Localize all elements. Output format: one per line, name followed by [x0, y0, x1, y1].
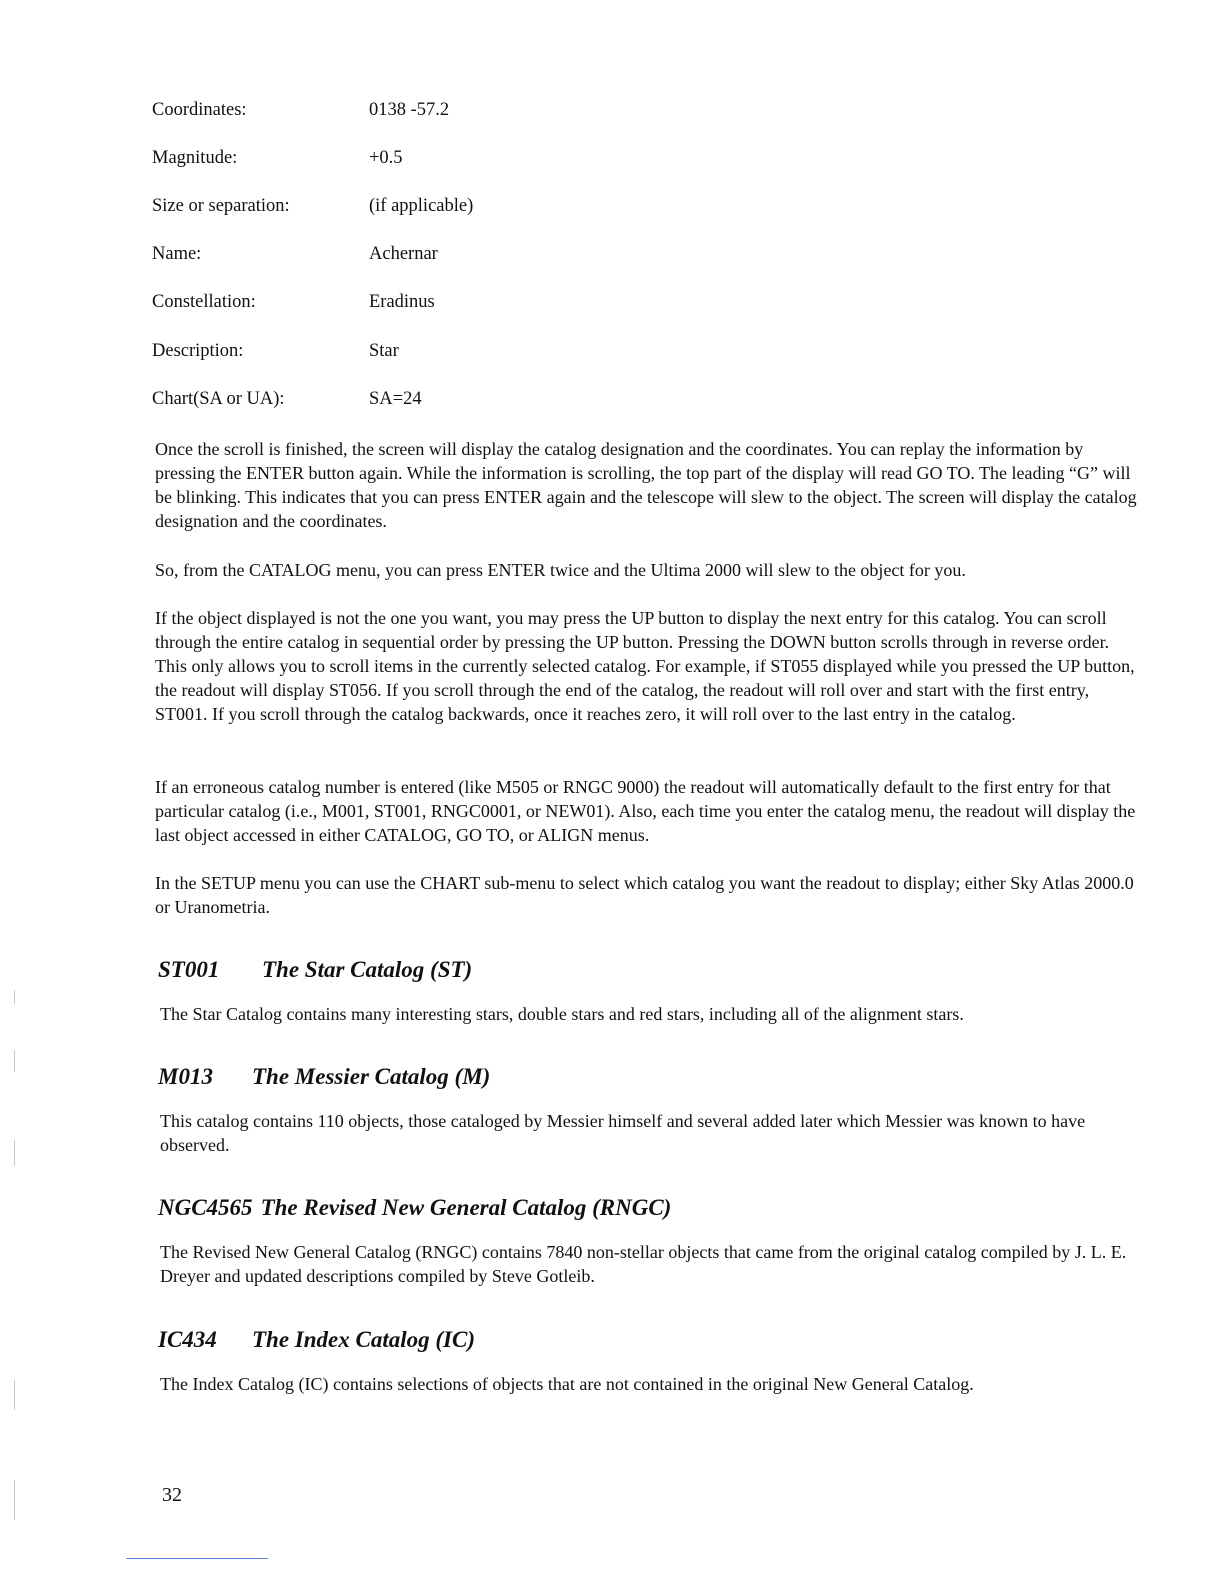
section-heading-index-catalog	[158, 1325, 475, 1355]
field-label: Description:	[152, 341, 244, 361]
section-heading-messier-catalog	[158, 1062, 490, 1092]
scan-artifact	[14, 1050, 15, 1072]
section-title: The Revised New General Catalog (RNGC)	[260, 1195, 672, 1220]
catalog-code: IC434	[158, 1327, 217, 1352]
section-heading-rngc	[158, 1193, 671, 1223]
section-title: The Messier Catalog (M)	[252, 1064, 491, 1089]
paragraph-setup-menu: In the SETUP menu you can use the CHART sub-menu to select which catalog you want the readout to display; either Sky Atlas 2000.0 or Uranometria.	[155, 873, 1134, 917]
footer-rule	[126, 1558, 268, 1559]
scan-artifact	[14, 1140, 15, 1166]
field-label: Chart(SA or UA):	[152, 389, 285, 409]
field-value: SA=24	[369, 389, 422, 409]
page-number: 32	[162, 1484, 182, 1506]
field-label: Coordinates:	[152, 100, 247, 120]
field-value: +0.5	[369, 148, 403, 168]
scan-artifact	[14, 1380, 15, 1410]
field-value: Star	[369, 341, 399, 361]
scan-artifact	[14, 1480, 15, 1520]
field-label: Magnitude:	[152, 148, 238, 168]
field-label: Name:	[152, 244, 202, 264]
field-value: Achernar	[369, 244, 438, 264]
catalog-code: NGC4565	[158, 1195, 253, 1220]
section-body-star-catalog: The Star Catalog contains many interesting stars, double stars and red stars, including all of the alignment stars.	[160, 1004, 964, 1024]
paragraph-erroneous-number: If an erroneous catalog number is entered (like M505 or RNGC 9000) the readout will automatically default to the first entry for that particular catalog (i.e., M001, ST001, RNGC0001, or NEW01). Also, each time you enter the catalog menu, the readout will display the last object accessed in either CATALOG, GO TO, or ALIGN menus.	[155, 777, 1136, 845]
section-body-messier-catalog: This catalog contains 110 objects, those cataloged by Messier himself and several added later which Messier was known to have observed.	[160, 1111, 1086, 1155]
field-value: 0138 -57.2	[369, 100, 450, 120]
section-title: The Star Catalog (ST)	[262, 957, 473, 982]
catalog-code: ST001	[158, 957, 220, 982]
catalog-code: M013	[158, 1064, 213, 1089]
section-title: The Index Catalog (IC)	[252, 1327, 475, 1352]
field-value: (if applicable)	[369, 196, 474, 216]
scan-artifact	[14, 990, 15, 1004]
paragraph-scroll-finished: Once the scroll is finished, the screen will display the catalog designation and the coordinates. You can replay the information by pressing the ENTER button again. While the information is scrolling, the top part of the display will read GO TO. The leading “G” will be blinking. This indicates that you can press ENTER again and the telescope will slew to the object. The screen will display the catalog designation and the coordinates.	[155, 439, 1137, 531]
field-label: Constellation:	[152, 292, 256, 312]
paragraph-object-displayed: If the object displayed is not the one you want, you may press the UP button to display the next entry for this catalog. You can scroll through the entire catalog in sequential order by pressing the UP button. Pressing the DOWN button scrolls through in reverse order. This only allows you to scroll items in the currently selected catalog. For example, if ST055 displayed while you pressed the UP button, the readout will display ST056. If you scroll through the end of the catalog, the readout will roll over and start with the first entry, ST001. If you scroll through the catalog backwards, once it reaches zero, it will roll over to the last entry in the catalog.	[155, 608, 1135, 724]
section-heading-star-catalog	[158, 955, 472, 985]
paragraph-catalog-menu: So, from the CATALOG menu, you can press ENTER twice and the Ultima 2000 will slew to the object for you.	[155, 560, 966, 580]
field-label: Size or separation:	[152, 196, 290, 216]
section-body-rngc: The Revised New General Catalog (RNGC) contains 7840 non-stellar objects that came from the original catalog compiled by J. L. E. Dreyer and updated descriptions compiled by Steve Gotleib.	[160, 1242, 1127, 1286]
section-body-index-catalog: The Index Catalog (IC) contains selections of objects that are not contained in the original New General Catalog.	[160, 1374, 974, 1394]
field-value: Eradinus	[369, 292, 435, 312]
